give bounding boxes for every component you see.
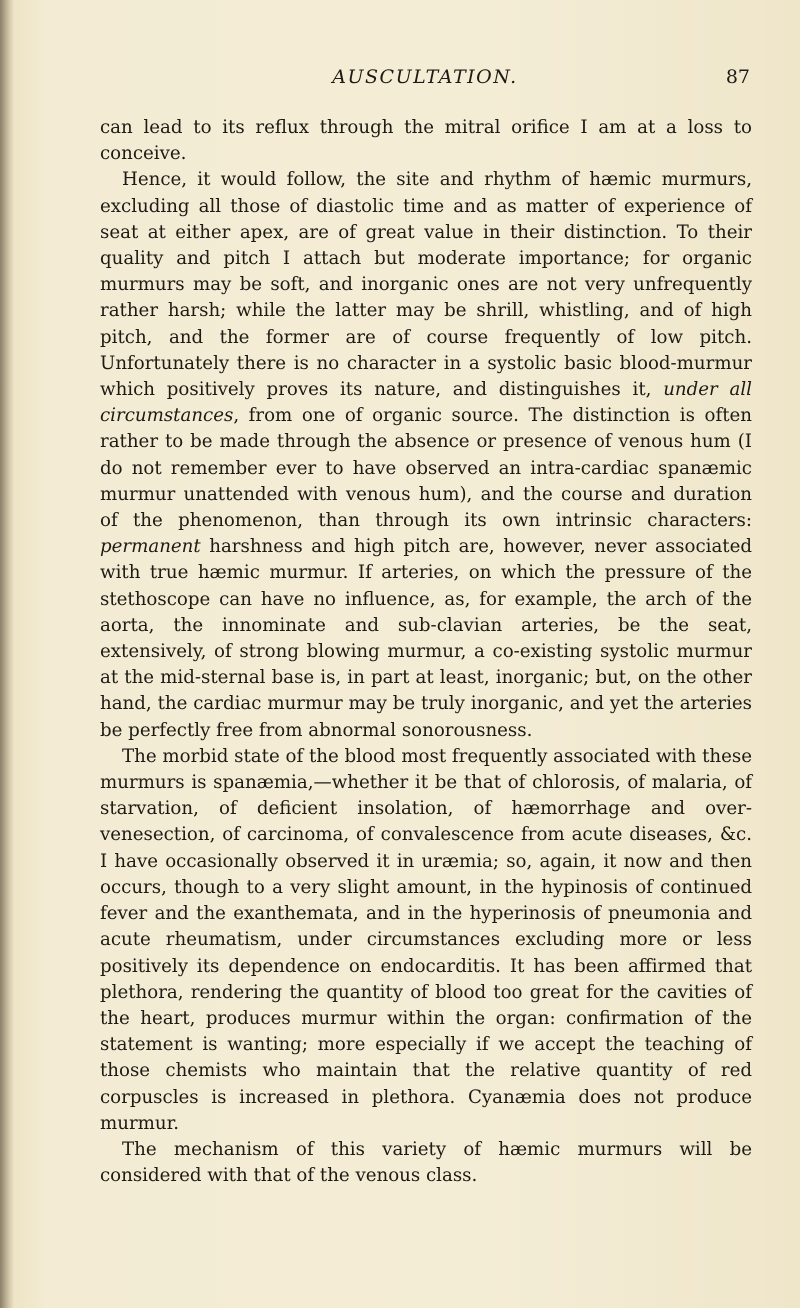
body-text <box>100 115 752 1189</box>
page-header <box>100 64 750 92</box>
paragraph-3-text: The morbid state of the blood most frequently associated with these murmurs is spanæmia,—whether it be that of chlorosis, of malaria, of starvation, of deficient insolation, of hæmorrhage and over-venesection, of carcinoma, of convalescence from acute diseases, &c. I have occasionally observed it in uræmia; so, again, it now and then occurs, though to a very slight amount, in the hypinosis of continued fever and the exanthemata, and in the hyperinosis of pneumonia and acute rheumatism, under circumstances excluding more or less positively its dependence on endocarditis. It has been affirmed that plethora, rendering the quantity of blood too great for the cavities of the heart, produces murmur within the organ: confirmation of the statement is wanting; more especially if we accept the teaching of those chemists who maintain that the relative quantity of red corpuscles is increased in plethora. Cyanæmia does not produce murmur. <box>100 745 753 1134</box>
paragraph-2-middle: , from one of organic source. The distinction is often rather to be made through the absence or presence of venous hum (I do not remember ever to have observed an intra-cardiac spanæmic murmur unattended with venous hum), and the course and duration of the phenomenon, than through its own intrinsic characters: <box>100 405 752 532</box>
binding-shadow <box>0 0 14 1308</box>
paragraph-2-emphasis-2: permanent <box>100 536 201 558</box>
paragraph-2-emphasis-1: under all circumstances <box>100 379 752 427</box>
page-number: 87 <box>725 66 750 88</box>
paragraph-2-before: Hence, it would follow, the site and rhythm of hæmic murmurs, excluding all those of diastolic time and as matter of experience of seat at either apex, are of great value in their distinction. To their quality and pitch I attach but moderate importance; for organic murmurs may be soft, and inorganic ones are not very unfrequently rather harsh; while the latter may be shrill, whistling, and of high pitch, and the former are of course frequently of low pitch. Unfortunately there is no character in a systolic basic blood-murmur which positively proves its nature, and distinguishes it, <box>100 169 752 401</box>
paragraph-2 <box>100 167 752 743</box>
running-title: AUSCULTATION. <box>332 66 518 88</box>
paragraph-4-text: The mechanism of this variety of hæmic murmurs will be considered with that of the venous class. <box>100 1138 752 1187</box>
paragraph-1-text: can lead to its reflux through the mitral orifice I am at a loss to conceive. <box>100 117 752 165</box>
paragraph-3 <box>100 744 752 1137</box>
paragraph-1 <box>100 115 752 167</box>
paragraph-2-after: harshness and high pitch are, however, never associated with true hæmic murmur. If arteries, on which the pressure of the stethoscope can have no influence, as, for example, the arch of the aorta, the innominate and sub-clavian arteries, be the seat, extensively, of strong blowing murmur, a co-existing systolic murmur at the mid-sternal base is, in part at least, inorganic; but, on the other hand, the cardiac murmur may be truly inorganic, and yet the arteries be perfectly free from abnormal sonorousness. <box>100 536 752 741</box>
paragraph-4 <box>100 1137 752 1189</box>
